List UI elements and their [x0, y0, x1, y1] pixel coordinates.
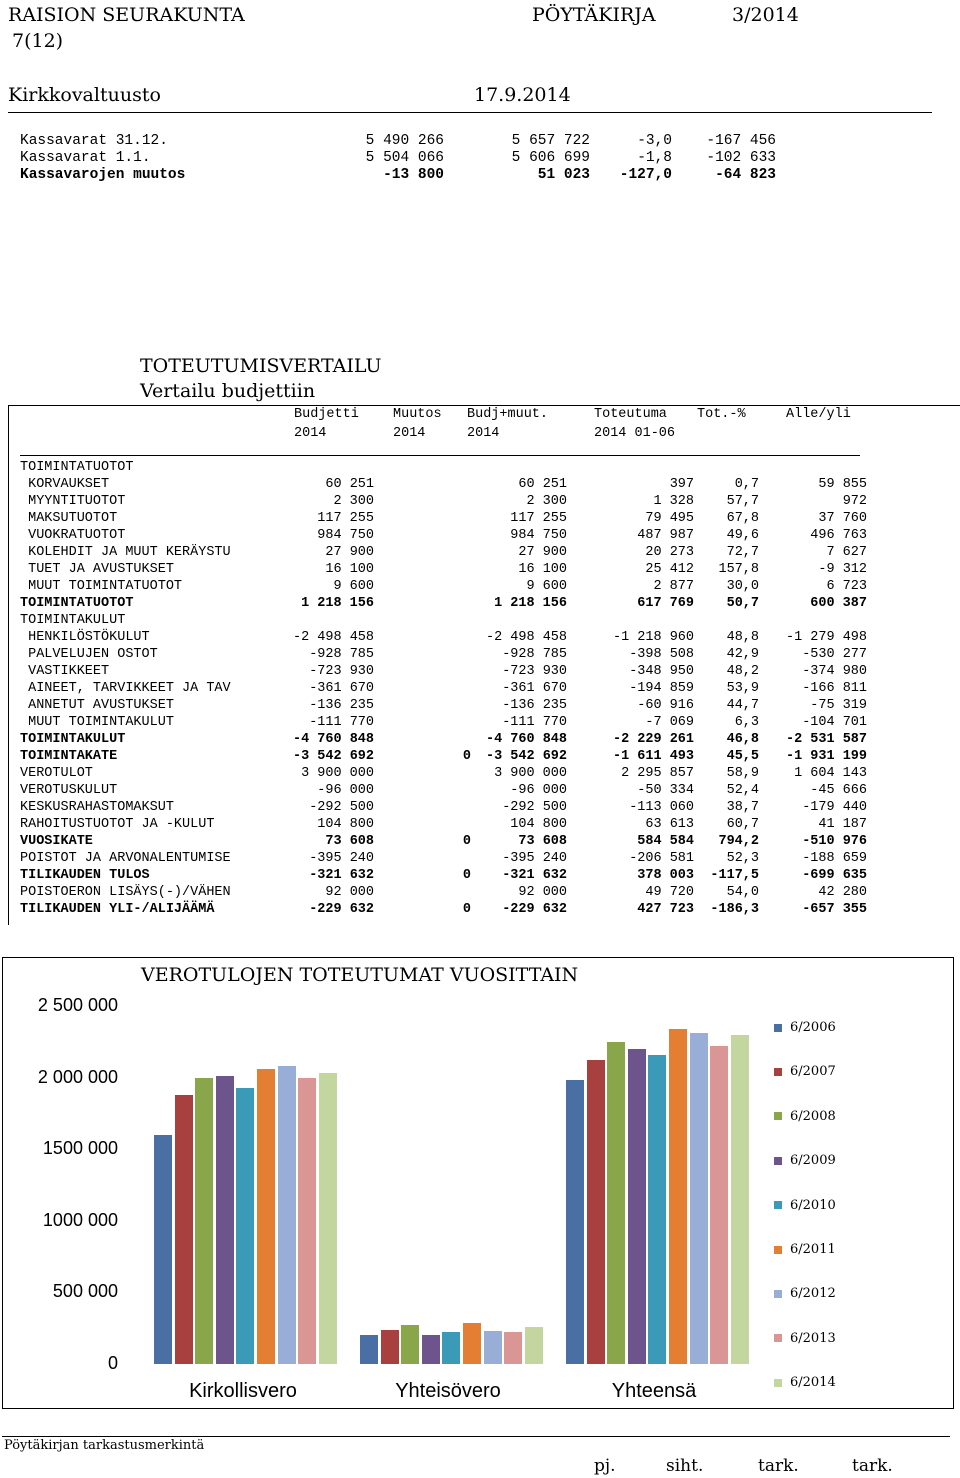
bar — [278, 1066, 296, 1364]
footer-rule — [2, 1436, 950, 1437]
cell-value: -321 632 — [502, 868, 567, 883]
cell-value: -510 976 — [802, 834, 867, 849]
cell-value: -2 498 458 — [485, 630, 567, 645]
legend-item — [774, 1242, 836, 1258]
table-row — [20, 561, 960, 578]
cell-value: -2 498 458 — [292, 630, 374, 645]
cell-value: 73 608 — [518, 834, 567, 849]
cell-value: -179 440 — [802, 800, 867, 815]
cell-value: 27 900 — [325, 545, 374, 560]
legend-item — [774, 1198, 836, 1214]
cell-value: 44,7 — [726, 698, 759, 713]
y-tick-label: 2 500 000 — [37, 995, 118, 1015]
table-row — [20, 867, 960, 884]
row-label: VUOKRATUOTOT — [20, 528, 126, 543]
cell-value: 3 900 000 — [301, 766, 374, 781]
row-label: MAKSUTUOTOT — [20, 511, 118, 526]
legend-label: 6/2008 — [790, 1108, 836, 1124]
row-label: HENKILÖSTÖKULUT — [20, 630, 150, 645]
cell-value: 60,7 — [726, 817, 759, 832]
cell-value: 42,9 — [726, 647, 759, 662]
cash-value: -127,0 — [619, 167, 672, 183]
row-label: ANNETUT AVUSTUKSET — [20, 698, 174, 713]
bar — [236, 1088, 254, 1364]
y-tick-label: 0 — [107, 1353, 118, 1373]
cell-value: 60 251 — [325, 477, 374, 492]
cell-value: 52,3 — [726, 851, 759, 866]
cell-value: 53,9 — [726, 681, 759, 696]
legend-item — [774, 1020, 836, 1036]
bar — [175, 1095, 193, 1364]
cell-value: 16 100 — [325, 562, 374, 577]
row-label: VEROTULOT — [20, 766, 93, 781]
legend-item — [774, 1109, 836, 1125]
cell-value: 984 750 — [510, 528, 567, 543]
table-row — [20, 510, 960, 527]
cash-value: -3,0 — [637, 133, 672, 149]
table-row — [20, 731, 960, 748]
legend-label: 6/2009 — [790, 1153, 836, 1169]
cell-value: -136 235 — [502, 698, 567, 713]
row-label: TOIMINTAKATE — [20, 749, 118, 764]
cell-value: 25 412 — [645, 562, 694, 577]
doc-type: PÖYTÄKIRJA — [532, 4, 656, 26]
bar — [463, 1323, 481, 1364]
cell-value: 617 769 — [637, 596, 694, 611]
cell-value: -530 277 — [802, 647, 867, 662]
cell-value: -723 930 — [502, 664, 567, 679]
cell-value: 2 300 — [333, 494, 374, 509]
legend-swatch — [774, 1290, 782, 1298]
cash-value: -102 633 — [706, 150, 776, 166]
section-title: TOTEUTUMISVERTAILU — [140, 355, 382, 377]
row-label: PALVELUJEN OSTOT — [20, 647, 158, 662]
cell-value: 73 608 — [325, 834, 374, 849]
footer-label: Pöytäkirjan tarkastusmerkintä — [4, 1438, 205, 1453]
cell-value: -321 632 — [309, 868, 374, 883]
cell-value: 984 750 — [317, 528, 374, 543]
category-label: Kirkollisvero — [189, 1380, 297, 1402]
cell-value: 59 855 — [818, 477, 867, 492]
cell-value: 57,7 — [726, 494, 759, 509]
legend-item — [774, 1153, 836, 1169]
cell-value: -699 635 — [802, 868, 867, 883]
cash-row — [20, 133, 776, 150]
sign-chair: pj. — [594, 1456, 616, 1476]
row-label: TOIMINTATUOTOT — [20, 596, 134, 611]
bar — [587, 1060, 605, 1364]
cash-summary — [20, 133, 776, 184]
legend-item — [774, 1331, 836, 1347]
cell-value: 6,3 — [734, 715, 759, 730]
legend-swatch — [774, 1201, 782, 1209]
cell-value: -292 500 — [309, 800, 374, 815]
cell-value: 496 763 — [810, 528, 867, 543]
cell-value: 79 495 — [645, 511, 694, 526]
cell-value: -395 240 — [502, 851, 567, 866]
cell-value: -1 218 960 — [612, 630, 694, 645]
cell-value: -928 785 — [309, 647, 374, 662]
cell-value: 2 300 — [526, 494, 567, 509]
column-header: Toteutuma — [594, 407, 667, 422]
cell-value: 63 613 — [645, 817, 694, 832]
row-label: TOIMINTAKULUT — [20, 613, 126, 628]
cash-value: -64 823 — [715, 167, 776, 183]
section-subtitle: Vertailu budjettiin — [140, 380, 316, 402]
cell-value: -111 770 — [309, 715, 374, 730]
bar — [525, 1327, 543, 1364]
legend-label: 6/2013 — [790, 1330, 836, 1346]
row-label: MUUT TOIMINTAKULUT — [20, 715, 174, 730]
bar — [731, 1035, 749, 1364]
cell-value: 30,0 — [726, 579, 759, 594]
table-row — [20, 850, 960, 867]
table-row — [20, 697, 960, 714]
cell-value: 0 — [462, 868, 471, 883]
cell-value: -1 931 199 — [785, 749, 867, 764]
y-tick-label: 2 000 000 — [37, 1066, 118, 1087]
meeting-body: Kirkkovaltuusto — [8, 84, 161, 106]
column-header-year: 2014 — [393, 426, 426, 441]
bar — [607, 1042, 625, 1364]
cell-value: 104 800 — [510, 817, 567, 832]
cell-value: -136 235 — [309, 698, 374, 713]
table-row — [20, 493, 960, 510]
table-row — [20, 646, 960, 663]
legend-swatch — [774, 1246, 782, 1254]
table-row — [20, 595, 960, 612]
cell-value: 0 — [462, 902, 471, 917]
table-row — [20, 663, 960, 680]
legend-label: 6/2014 — [790, 1375, 836, 1391]
cell-value: -188 659 — [802, 851, 867, 866]
cell-value: 92 000 — [325, 885, 374, 900]
cell-value: -9 312 — [818, 562, 867, 577]
row-label: AINEET, TARVIKKEET JA TAV — [20, 681, 231, 696]
cell-value: 1 218 156 — [494, 596, 567, 611]
bar — [154, 1135, 172, 1364]
sign-checker-2: tark. — [852, 1456, 893, 1476]
column-header: Tot.-% — [697, 407, 746, 422]
cash-value: -13 800 — [383, 167, 444, 183]
row-label: RAHOITUSTUOTOT JA -KULUT — [20, 817, 215, 832]
cell-value: 1 604 143 — [794, 766, 867, 781]
bar — [319, 1073, 337, 1364]
row-label: KOLEHDIT JA MUUT KERÄYSTU — [20, 545, 231, 560]
org-name: RAISION SEURAKUNTA — [8, 4, 245, 26]
cell-value: 427 723 — [637, 902, 694, 917]
doc-number: 3/2014 — [732, 4, 799, 26]
cash-value: 51 023 — [537, 167, 590, 183]
meeting-date: 17.9.2014 — [474, 84, 571, 106]
row-label: TILIKAUDEN TULOS — [20, 868, 150, 883]
bar — [690, 1033, 708, 1364]
row-label: VASTIKKEET — [20, 664, 110, 679]
cell-value: -45 666 — [810, 783, 867, 798]
cell-value: 117 255 — [510, 511, 567, 526]
column-header: Muutos — [393, 407, 442, 422]
cash-row — [20, 167, 776, 184]
cash-value: -167 456 — [706, 133, 776, 149]
cell-value: 487 987 — [637, 528, 694, 543]
bar — [381, 1330, 399, 1364]
table-row — [20, 748, 960, 765]
cell-value: 72,7 — [726, 545, 759, 560]
cell-value: 27 900 — [518, 545, 567, 560]
column-header-year: 2014 — [294, 426, 327, 441]
cell-value: -1 611 493 — [612, 749, 694, 764]
table-row — [20, 578, 960, 595]
table-header-rule — [20, 455, 860, 456]
header-rule — [8, 112, 932, 113]
bar — [216, 1076, 234, 1364]
cell-value: 42 280 — [818, 885, 867, 900]
legend-swatch — [774, 1157, 782, 1165]
row-label: MYYNTITUOTOT — [20, 494, 126, 509]
cell-value: -104 701 — [802, 715, 867, 730]
cell-value: 9 600 — [526, 579, 567, 594]
bar — [360, 1335, 378, 1364]
cell-value: 50,7 — [726, 596, 759, 611]
cell-value: 7 627 — [826, 545, 867, 560]
page-number: 7(12) — [12, 30, 64, 52]
cell-value: 584 584 — [637, 834, 694, 849]
cash-value: 5 490 266 — [365, 133, 444, 149]
cell-value: 600 387 — [810, 596, 867, 611]
column-header: Budjetti — [294, 407, 359, 422]
cell-value: -1 279 498 — [785, 630, 867, 645]
legend-item — [774, 1375, 836, 1391]
cell-value: 2 295 857 — [621, 766, 694, 781]
table-row — [20, 884, 960, 901]
bar — [628, 1049, 646, 1364]
chart-title: VEROTULOJEN TOTEUTUMAT VUOSITTAIN — [141, 964, 579, 986]
table-row — [20, 765, 960, 782]
cell-value: -96 000 — [317, 783, 374, 798]
cell-value: -111 770 — [502, 715, 567, 730]
bar — [648, 1055, 666, 1364]
cell-value: 58,9 — [726, 766, 759, 781]
cash-value: -1,8 — [637, 150, 672, 166]
cell-value: -657 355 — [802, 902, 867, 917]
legend-item — [774, 1286, 836, 1302]
cell-value: 0 — [462, 749, 471, 764]
table-row — [20, 544, 960, 561]
cell-value: -4 760 848 — [292, 732, 374, 747]
cell-value: 378 003 — [637, 868, 694, 883]
column-header: Alle/yli — [786, 407, 851, 422]
row-label: TILIKAUDEN YLI-/ALIJÄÄMÄ — [20, 902, 215, 917]
row-label: POISTOT JA ARVONALENTUMISE — [20, 851, 231, 866]
bar — [669, 1029, 687, 1364]
row-label: VEROTUSKULUT — [20, 783, 118, 798]
cell-value: 54,0 — [726, 885, 759, 900]
row-label: TOIMINTAKULUT — [20, 732, 126, 747]
cash-value: 5 606 699 — [511, 150, 590, 166]
cell-value: 92 000 — [518, 885, 567, 900]
table-row — [20, 816, 960, 833]
table-row — [20, 901, 960, 918]
cell-value: 37 760 — [818, 511, 867, 526]
cell-value: -7 069 — [645, 715, 694, 730]
table-row — [20, 833, 960, 850]
cell-value: 16 100 — [518, 562, 567, 577]
cell-value: 117 255 — [317, 511, 374, 526]
legend-swatch — [774, 1024, 782, 1032]
comparison-table — [20, 459, 960, 918]
row-label: TUET JA AVUSTUKSET — [20, 562, 174, 577]
cell-value: -229 632 — [502, 902, 567, 917]
row-label: KORVAUKSET — [20, 477, 110, 492]
cell-value: 41 187 — [818, 817, 867, 832]
cash-label: Kassavarojen muutos — [20, 167, 186, 183]
legend-swatch — [774, 1334, 782, 1342]
cell-value: -928 785 — [502, 647, 567, 662]
cell-value: 157,8 — [718, 562, 759, 577]
cell-value: 2 877 — [653, 579, 694, 594]
table-left-border — [8, 405, 9, 925]
cell-value: 3 900 000 — [494, 766, 567, 781]
cell-value: 1 218 156 — [301, 596, 374, 611]
cell-value: 48,2 — [726, 664, 759, 679]
bar — [195, 1078, 213, 1364]
bar — [710, 1046, 728, 1364]
row-label: KESKUSRAHASTOMAKSUT — [20, 800, 174, 815]
cell-value: -4 760 848 — [485, 732, 567, 747]
cash-row — [20, 150, 776, 167]
bar — [504, 1332, 522, 1364]
cell-value: -206 581 — [629, 851, 694, 866]
cell-value: -348 950 — [629, 664, 694, 679]
row-label: TOIMINTATUOTOT — [20, 460, 134, 475]
cell-value: 20 273 — [645, 545, 694, 560]
cell-value: 397 — [669, 477, 694, 492]
cell-value: 0,7 — [734, 477, 759, 492]
legend-label: 6/2011 — [790, 1242, 836, 1257]
cell-value: 9 600 — [333, 579, 374, 594]
cell-value: -723 930 — [309, 664, 374, 679]
cell-value: -50 334 — [637, 783, 694, 798]
legend-swatch — [774, 1379, 782, 1387]
cell-value: -60 916 — [637, 698, 694, 713]
row-label: VUOSIKATE — [20, 834, 93, 849]
cash-label: Kassavarat 1.1. — [20, 150, 151, 166]
table-row — [20, 612, 960, 629]
column-header-year: 2014 01-06 — [594, 426, 676, 441]
cell-value: 49 720 — [645, 885, 694, 900]
cell-value: 0 — [462, 834, 471, 849]
table-row — [20, 799, 960, 816]
cell-value: 972 — [842, 494, 867, 509]
legend-label: 6/2012 — [790, 1286, 836, 1302]
cell-value: 49,6 — [726, 528, 759, 543]
cell-value: -166 811 — [802, 681, 867, 696]
table-row — [20, 714, 960, 731]
row-label: MUUT TOIMINTATUOTOT — [20, 579, 183, 594]
table-row — [20, 527, 960, 544]
cell-value: -292 500 — [502, 800, 567, 815]
legend-item — [774, 1064, 836, 1080]
column-header: Budj+muut. — [467, 407, 549, 422]
sign-secretary: siht. — [666, 1456, 704, 1476]
cell-value: 48,8 — [726, 630, 759, 645]
cell-value: 67,8 — [726, 511, 759, 526]
column-header-year: 2014 — [467, 426, 500, 441]
legend-label: 6/2006 — [790, 1020, 836, 1035]
cell-value: 60 251 — [518, 477, 567, 492]
category-label: Yhteisövero — [395, 1380, 501, 1402]
table-row — [20, 459, 960, 476]
cell-value: 104 800 — [317, 817, 374, 832]
cell-value: -361 670 — [309, 681, 374, 696]
legend-label: 6/2010 — [790, 1197, 836, 1213]
table-row — [20, 782, 960, 799]
y-tick-label: 500 000 — [52, 1281, 118, 1302]
category-label: Yhteensä — [611, 1380, 697, 1402]
y-tick-label: 1500 000 — [42, 1138, 118, 1159]
cell-value: -96 000 — [510, 783, 567, 798]
cell-value: -75 319 — [810, 698, 867, 713]
cell-value: 46,8 — [726, 732, 759, 747]
legend-swatch — [774, 1068, 782, 1076]
legend-swatch — [774, 1112, 782, 1120]
cash-value: 5 504 066 — [365, 150, 444, 166]
cell-value: 38,7 — [726, 800, 759, 815]
table-row — [20, 629, 960, 646]
bar — [422, 1335, 440, 1364]
cell-value: -186,3 — [710, 902, 759, 917]
cell-value: -113 060 — [629, 800, 694, 815]
table-row — [20, 680, 960, 697]
cell-value: 794,2 — [718, 834, 759, 849]
cell-value: -229 632 — [309, 902, 374, 917]
table-row — [20, 476, 960, 493]
bar — [298, 1078, 316, 1364]
cell-value: -398 508 — [629, 647, 694, 662]
cell-value: -194 859 — [629, 681, 694, 696]
cell-value: 52,4 — [726, 783, 759, 798]
cell-value: -395 240 — [309, 851, 374, 866]
row-label: POISTOERON LISÄYS(-)/VÄHEN — [20, 885, 231, 900]
cell-value: 6 723 — [826, 579, 867, 594]
bar — [257, 1069, 275, 1364]
cell-value: -3 542 692 — [485, 749, 567, 764]
cell-value: -2 531 587 — [785, 732, 867, 747]
cell-value: -3 542 692 — [292, 749, 374, 764]
cell-value: -374 980 — [802, 664, 867, 679]
bar — [401, 1325, 419, 1364]
bar — [484, 1331, 502, 1364]
bar — [442, 1332, 460, 1364]
cell-value: -117,5 — [710, 868, 759, 883]
cell-value: 45,5 — [726, 749, 759, 764]
cell-value: 1 328 — [653, 494, 694, 509]
sign-checker-1: tark. — [758, 1456, 799, 1476]
cash-value: 5 657 722 — [511, 133, 590, 149]
y-tick-label: 1000 000 — [42, 1209, 118, 1230]
bar — [566, 1080, 584, 1364]
legend-label: 6/2007 — [790, 1064, 836, 1080]
cash-label: Kassavarat 31.12. — [20, 133, 168, 149]
cell-value: -2 229 261 — [612, 732, 694, 747]
cell-value: -361 670 — [502, 681, 567, 696]
